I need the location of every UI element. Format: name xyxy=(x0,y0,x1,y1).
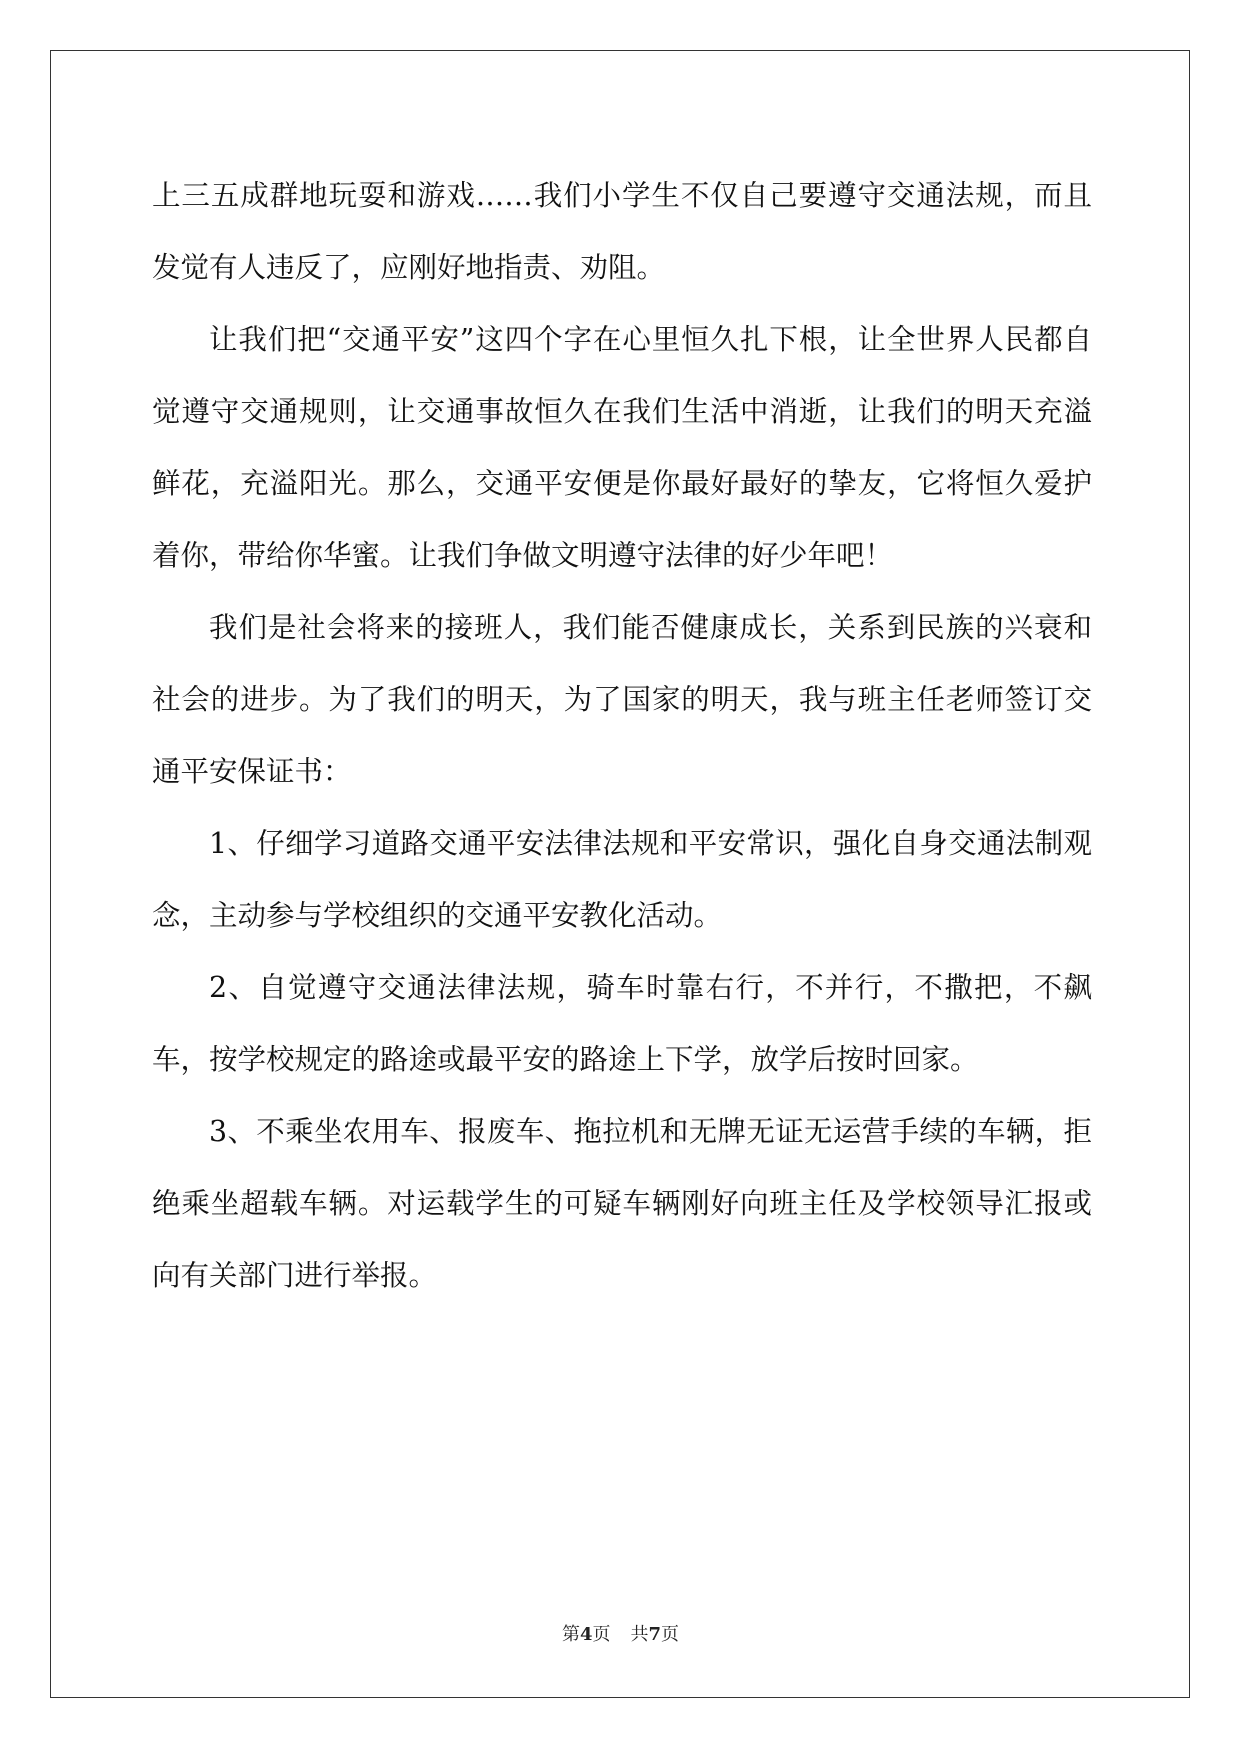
total-pages: 7 xyxy=(648,1624,662,1645)
total-suffix: 页 xyxy=(661,1624,680,1645)
paragraph: 3、不乘坐农用车、报废车、拖拉机和无牌无证无运营手续的车辆，拒绝乘坐超载车辆。对运载学生的可疑车辆刚好向班主任及学校领导汇报或向有关部门进行举报。 xyxy=(152,1115,1092,1292)
page-number: 4 xyxy=(579,1624,593,1645)
paragraph: 让我们把“交通平安”这四个字在心里恒久扎下根，让全世界人民都自觉遵守交通规则，让交通事故恒久在我们生活中消逝，让我们的明天充溢鲜花，充溢阳光。那么，交通平安便是你最好最好的挚友，它将恒久爱护着你，带给你华蜜。让我们争做文明遵守法律的好少年吧！ xyxy=(152,323,1092,572)
total-prefix: 共 xyxy=(630,1624,649,1645)
page-suffix: 页 xyxy=(592,1624,611,1645)
page-prefix: 第 xyxy=(561,1624,580,1645)
page-footer xyxy=(0,1620,1241,1646)
paragraph: 2、自觉遵守交通法律法规，骑车时靠右行，不并行，不撒把，不飙车，按学校规定的路途或最平安的路途上下学，放学后按时回家。 xyxy=(152,971,1092,1076)
paragraph: 1、仔细学习道路交通平安法律法规和平安常识，强化自身交通法制观念，主动参与学校组织的交通平安教化活动。 xyxy=(152,827,1092,932)
paragraph: 我们是社会将来的接班人，我们能否健康成长，关系到民族的兴衰和社会的进步。为了我们的明天，为了国家的明天，我与班主任老师签订交通平安保证书： xyxy=(152,611,1092,788)
document-body xyxy=(152,160,1092,1312)
paragraph: 上三五成群地玩耍和游戏……我们小学生不仅自己要遵守交通法规，而且发觉有人违反了，应刚好地指责、劝阻。 xyxy=(152,179,1092,284)
